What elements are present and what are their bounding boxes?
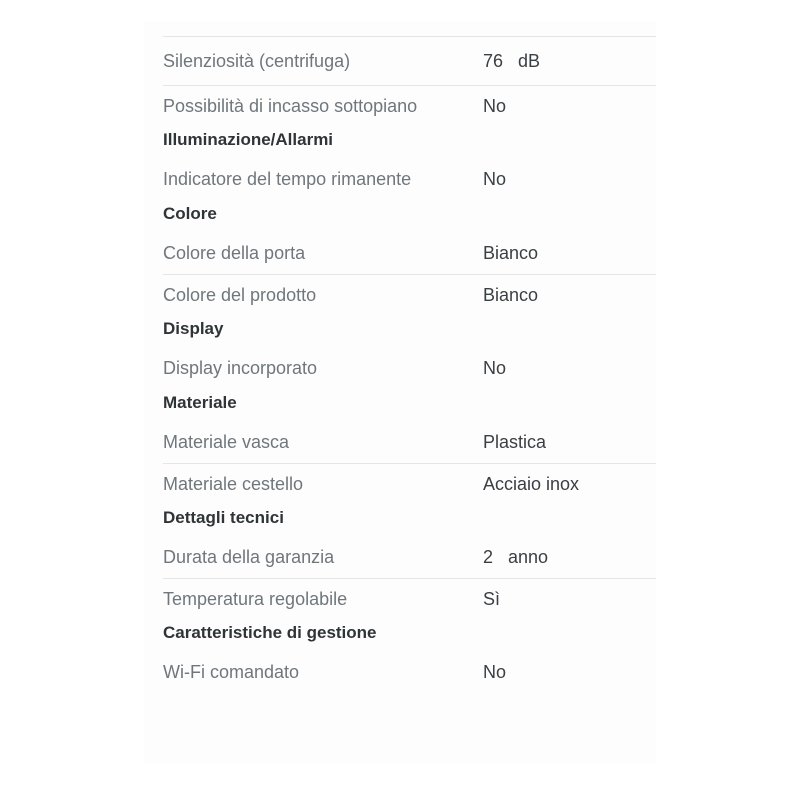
spec-label: Wi-Fi comandato xyxy=(163,662,300,682)
spec-value: No xyxy=(483,95,507,116)
section-heading xyxy=(163,389,656,422)
spec-row xyxy=(163,463,656,504)
spec-value: No xyxy=(483,358,507,378)
spec-label: Silenziosità (centrifuga) xyxy=(163,50,351,71)
spec-row xyxy=(163,578,656,619)
spec-value: No xyxy=(483,662,507,682)
spec-value: 2 anno xyxy=(483,547,549,567)
spec-row xyxy=(163,85,656,126)
spec-row xyxy=(163,537,656,578)
spec-label: Possibilità di incasso sottopiano xyxy=(163,95,418,116)
section-heading xyxy=(163,200,656,233)
spec-value: Acciaio inox xyxy=(483,473,580,494)
section-title: Illuminazione/Allarmi xyxy=(163,130,334,149)
section-title: Dettagli tecnici xyxy=(163,508,284,527)
section-heading xyxy=(163,315,656,348)
section-title: Display xyxy=(163,319,224,338)
section-heading xyxy=(163,504,656,537)
spec-row xyxy=(163,652,656,693)
spec-value: Bianco xyxy=(483,243,539,263)
spec-label: Durata della garanzia xyxy=(163,547,335,567)
spec-row xyxy=(163,274,656,315)
spec-label: Materiale vasca xyxy=(163,432,290,452)
spec-row xyxy=(163,36,656,85)
spec-label: Display incorporato xyxy=(163,358,318,378)
section-heading xyxy=(163,619,656,652)
spec-row xyxy=(163,348,656,389)
spec-label: Colore della porta xyxy=(163,243,306,263)
spec-value: 76 dB xyxy=(483,50,541,71)
spec-label: Colore del prodotto xyxy=(163,284,317,305)
section-title: Colore xyxy=(163,204,217,223)
section-title: Caratteristiche di gestione xyxy=(163,623,377,642)
spec-row xyxy=(163,159,656,200)
spec-value: Bianco xyxy=(483,284,539,305)
spec-row xyxy=(163,422,656,463)
spec-row xyxy=(163,233,656,274)
spec-list xyxy=(163,36,656,693)
section-heading xyxy=(163,126,656,159)
spec-value: No xyxy=(483,169,507,189)
spec-label: Materiale cestello xyxy=(163,473,304,494)
section-title: Materiale xyxy=(163,393,237,412)
spec-label: Indicatore del tempo rimanente xyxy=(163,169,412,189)
spec-label: Temperatura regolabile xyxy=(163,588,348,609)
spec-value: Sì xyxy=(483,588,501,609)
spec-value: Plastica xyxy=(483,432,547,452)
